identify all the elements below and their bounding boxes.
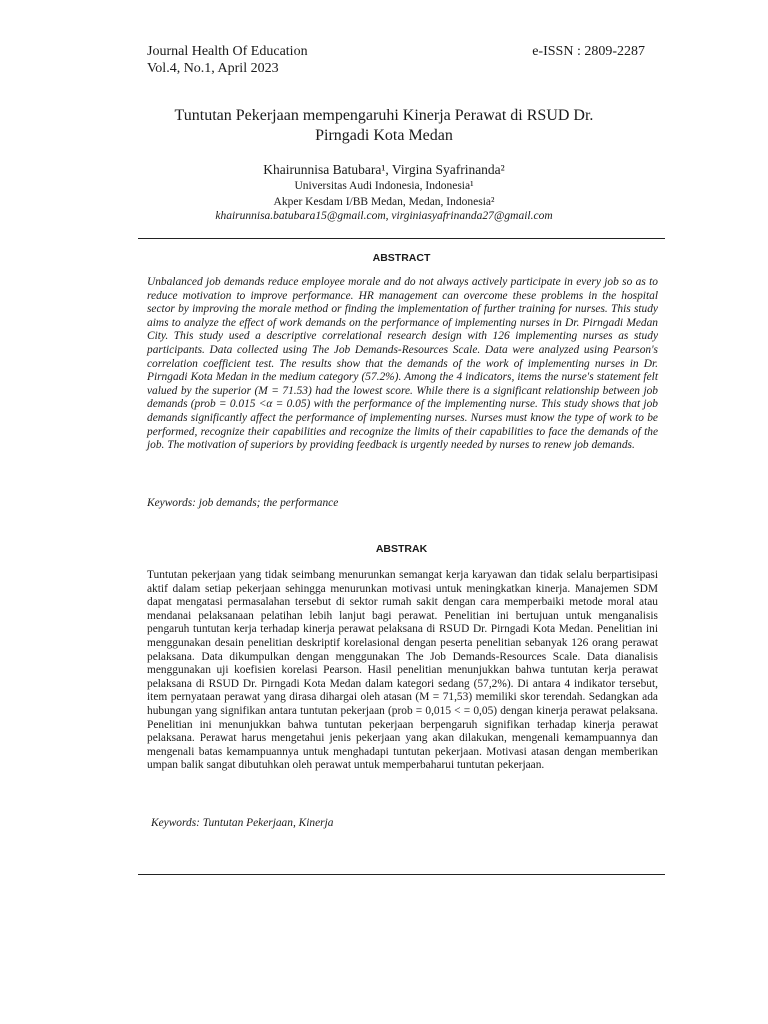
abstract-heading: ABSTRACT: [372, 252, 431, 264]
affiliation-2: Akper Kesdam I/BB Medan, Medan, Indonesia²: [273, 196, 495, 208]
bottom-divider: [138, 874, 665, 875]
abstrak-text: Tuntutan pekerjaan yang tidak seimbang menurunkan semangat kerja karyawan dan tidak selalu berpartisipasi aktif dalam setiap pekerjaan sehingga menurunkan motivasi untuk meningkatkan kinerja. Manajemen SDM dapat mengatasi permasalahan tersebut di sektor rumah sakit dengan cara memperbaiki metode moral atau mendanai pelaksanaan pelatihan lebih lanjut bagi perawat. Penelitian ini bertujuan untuk menganalisis pengaruh tuntutan kerja terhadap kinerja perawat pelaksana di RSUD Dr. Pirngadi Kota Medan. Penelitian ini menggunakan desain penelitian deskriptif korelasional dengan peserta penelitian sebanyak 126 orang perawat pelaksana. Data dikumpulkan dengan menggunakan The Job Demands-Resources Scale. Data dianalisis menggunakan uji koefisien korelasi Pearson. Hasil penelitian menunjukkan bahwa tuntutan kerja perawat pelaksana di RSUD Dr. Pirngadi Kota Medan dalam kategori sedang (57,2%). Di antara 4 indikator tersebut, item pernyataan perawat yang dirasa dihargai oleh atasan (M = 71,53) memiliki skor terendah. Sedangkan ada hubungan yang signifikan antara tuntutan pekerjaan (prob = 0,015 < = 0,05) dengan kinerja perawat pelaksana. Penelitian ini menunjukkan bahwa tuntutan pekerjaan berpengaruh signifikan terhadap kinerja perawat pelaksana. Perawat harus mengetahui jenis pekerjaan yang akan dilakukan, mengenali kemampuannya dan mengenali batas kemampuannya untuk menghadapi tuntutan pekerjaan. Motivasi atasan dengan memberikan umpan balik sangat dibutuhkan oleh perawat untuk memperbaharui tuntutan pekerjaan.: [147, 569, 658, 772]
abstrak-keywords: Keywords: Tuntutan Pekerjaan, Kinerja: [151, 817, 334, 829]
journal-volume: Vol.4, No.1, April 2023: [147, 61, 279, 76]
abstrak-heading: ABSTRAK: [375, 543, 428, 555]
top-divider: [138, 238, 665, 239]
abstract-keywords: Keywords: job demands; the performance: [147, 497, 339, 509]
paper-title: [120, 106, 648, 146]
affiliation-1: Universitas Audi Indonesia, Indonesia¹: [294, 180, 474, 192]
paper-title-line-2: Pirngadi Kota Medan: [315, 127, 453, 144]
journal-issn: e-ISSN : 2809-2287: [532, 44, 645, 59]
journal-name: Journal Health Of Education: [147, 44, 308, 59]
paper-title-line-1: Tuntutan Pekerjaan mempengaruhi Kinerja Perawat di RSUD Dr.: [174, 107, 594, 124]
author-emails: khairunnisa.batubara15@gmail.com, virginiasyafrinanda27@gmail.com: [215, 210, 553, 222]
page-header: [147, 43, 645, 77]
author-list: Khairunnisa Batubara¹, Virgina Syafrinanda²: [263, 162, 505, 177]
abstract-text: Unbalanced job demands reduce employee morale and do not always actively participate in every job so as to reduce motivation to improve performance. HR management can overcome these problems in the hospital sector by improving the morale method or finding the implementation of further training for nurses. This study aims to analyze the effect of work demands on the performance of implementing nurses in Dr. Pirngadi Medan City. This study used a descriptive correlational research design with 126 implementing nurses as study participants. Data collected using The Job Demands-Resources Scale. Data were analyzed using Pearson's correlation coefficient test. The results show that the demands of the work of implementing nurses in Dr. Pirngadi Kota Medan in the medium category (57.2%). Among the 4 indicators, items the nurse's statement felt valued by the superior (M = 71.53) had the lowest score. While there is a significant relationship between job demands (prob = 0.015 <α = 0.05) with the performance of the implementing nurse. This study shows that job demands significantly affect the performance of implementing nurses. Nurses must know the type of work to be performed, recognize their capabilities and recognize the limits of their capabilities to face the demands of the job. The motivation of superiors by providing feedback is urgently needed by nurses to renew job demands.: [147, 276, 658, 452]
